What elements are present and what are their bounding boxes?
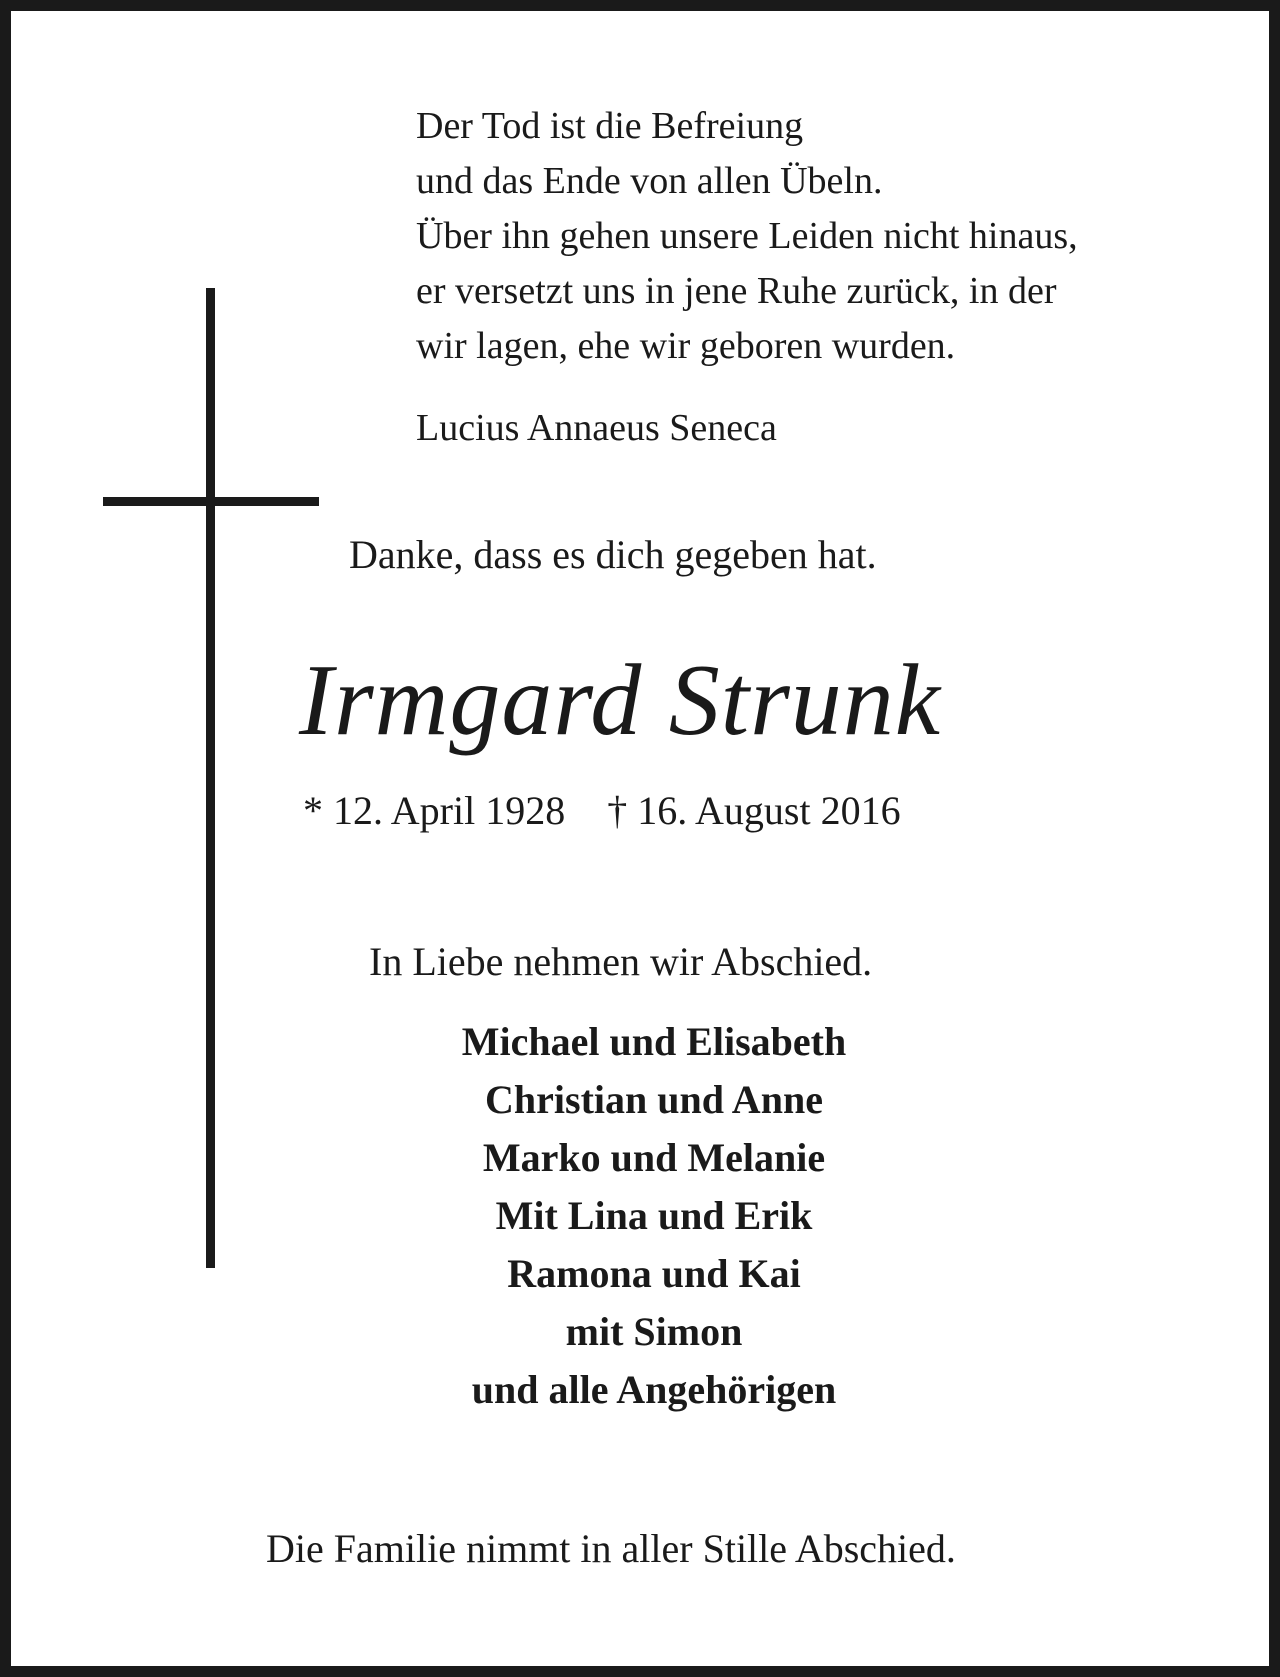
quote-line: Über ihn gehen unsere Leiden nicht hinaus, [416, 215, 1078, 257]
quote-author: Lucius Annaeus Seneca [416, 407, 777, 449]
mourner-line: Mit Lina und Erik [495, 1193, 813, 1238]
closing-line: Die Familie nimmt in aller Stille Abschied. [266, 1526, 956, 1571]
quote-line: und das Ende von allen Übeln. [416, 160, 883, 202]
mourner-line: mit Simon [565, 1309, 743, 1354]
deceased-name: Irmgard Strunk [299, 644, 942, 757]
mourner-line: Ramona und Kai [507, 1251, 801, 1296]
mourner-line: Christian und Anne [485, 1077, 823, 1122]
thanks-line: Danke, dass es dich gegeben hat. [349, 532, 877, 577]
mourners-list [329, 1013, 979, 1419]
cross-horizontal-bar [103, 497, 319, 506]
mourner-line: Marko und Melanie [482, 1135, 826, 1180]
quote-line: wir lagen, ehe wir geboren wurden. [416, 325, 956, 367]
birth-date: * 12. April 1928 [303, 788, 566, 833]
quote-line: Der Tod ist die Befreiung [416, 105, 804, 147]
life-dates [303, 785, 901, 837]
quote-line: er versetzt uns in jene Ruhe zurück, in der [416, 270, 1057, 312]
mourner-line: und alle Angehörigen [471, 1367, 837, 1412]
mourner-line: Michael und Elisabeth [461, 1019, 847, 1064]
death-date: † 16. August 2016 [607, 788, 901, 833]
farewell-line: In Liebe nehmen wir Abschied. [369, 939, 873, 984]
cross-vertical-bar [206, 288, 215, 1268]
quote-block [416, 99, 1078, 374]
